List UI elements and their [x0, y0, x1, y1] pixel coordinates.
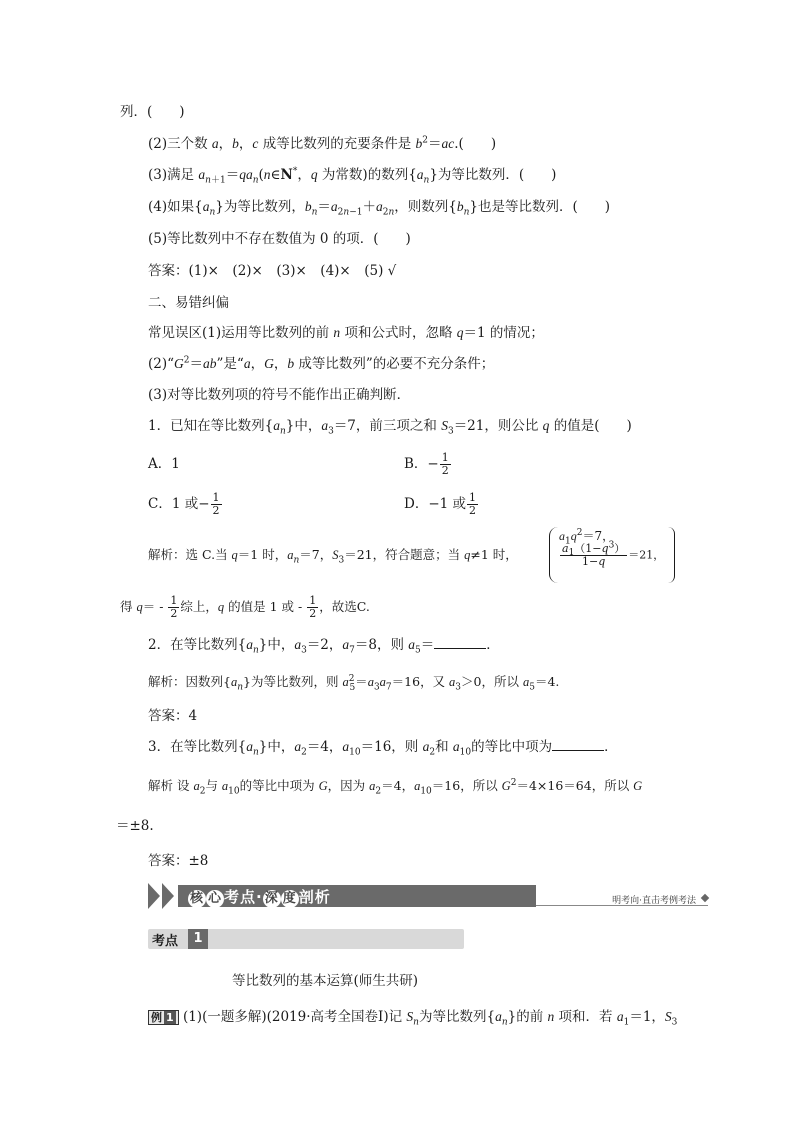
q1-text: 1．已知在等比数列{ [148, 418, 274, 434]
q1-text-b: }中， [285, 418, 322, 434]
banner-subtitle: 明考向·直击考例考法 [612, 896, 696, 906]
example-text-c: }的前 [507, 1009, 548, 1025]
section-title: 等比数列的基本运算(师生共研) [232, 973, 419, 989]
q3-text: 3．在等比数列{ [148, 739, 247, 755]
chevron-icon [148, 883, 160, 909]
sol3-text: 解析 设 [148, 778, 194, 793]
question-1: 1．已知在等比数列$\{a_n\}$中，$a_3=7$，前三项之和 $S_3=21$，则公比 q 的值是( ) [148, 418, 632, 437]
sol3-text-d: ，因为 [327, 778, 370, 793]
sol1-text-e: ≠1 时， [470, 547, 518, 562]
sol2-text-b: }为等比数列，则 [243, 674, 343, 689]
sol1-text-b: ＝1 时， [237, 547, 288, 562]
item-2-text-b: 成等比数列的充要条件是 [262, 136, 416, 152]
banner-char-2: 心 [207, 891, 222, 906]
banner-char-3: 考点· [224, 888, 263, 906]
equation-2: $\frac{a_1(1-q^3)}{1-q}$ ＝21， [562, 540, 665, 568]
section-banner [148, 883, 708, 909]
sol1-text: 解析：选 C.当 [148, 547, 232, 562]
option-c-text: C．1 或− [148, 496, 210, 512]
item-3: (3)满足 $a_{n+1}=qa_n(n\in N^*$，q 为常数)的数列$\{a_n\}$为等比数列．( ) [148, 166, 557, 186]
solution-3-cont: ＝±8. [116, 818, 154, 834]
sol3-text-b: 与 [205, 778, 222, 793]
example-text-e: ， [651, 1009, 665, 1025]
item-3-text-c: }为等比数列．( ) [429, 167, 557, 183]
mistake-1-text: 常见误区(1)运用等比数列的前 [148, 325, 334, 341]
option-d: D．−1 或 $\frac{1}{2}$ [404, 491, 477, 517]
mistake-1-text-b: 项和公式时，忽略 [340, 325, 457, 341]
sol2-text-d: ，所以 [481, 674, 523, 689]
example-label-text: 例 [151, 1011, 162, 1024]
section-heading-errors: 二、易错纠偏 [148, 295, 229, 311]
sol2-text: 解析：因数列{ [148, 674, 231, 689]
answer-2: 答案：4 [148, 708, 198, 724]
q1-text-e: 的值是( ) [549, 418, 632, 434]
sol2-text-c: ，又 [420, 674, 450, 689]
q2-text-d: ，则 [376, 637, 409, 653]
sol1-text-c: ， [319, 547, 333, 562]
q2-text: 2．在等比数列{ [148, 637, 247, 653]
chevron-icon [162, 883, 174, 909]
sol3-text-e: ， [401, 778, 415, 793]
example-text-b: 为等比数列{ [418, 1009, 496, 1025]
item-4-text-c: ，则数列{ [394, 199, 457, 215]
solution-2: 解析：因数列$\{a_n\}$为等比数列，则 $a^2_5=a_3a_7=16$，又 $a_3>0$，所以 $a_5=4$. [148, 673, 560, 693]
item-4-text-b: }为等比数列， [215, 199, 305, 215]
banner-char-4: 深 [264, 891, 279, 906]
item-3-text-b: 为常数)的数列{ [321, 167, 417, 183]
banner-char-6: 剖析 [298, 888, 331, 906]
sol3-text-c: 的等比中项为 [239, 778, 319, 793]
example-label [148, 1010, 179, 1025]
answer-blank-3[interactable] [552, 738, 604, 751]
equation-system [549, 527, 675, 585]
item-4: (4)如果$\{a_n\}$为等比数列，$b_n=a_{2n-1}+a_{2n}$，则数列$\{b_n\}$也是等比数列．( ) [148, 199, 611, 218]
item-4-text: (4)如果{ [148, 199, 203, 215]
item-5: (5)等比数列中不存在数值为 0 的项．( ) [148, 231, 411, 247]
solution-3: 解析 设 $a_2$与 $a_{10}$的等比中项为 G，因为 $a_2=4$，$a_{10}=16$，所以 $G^2=4\times 16=64$，所以 G [148, 777, 643, 797]
option-b-text: B．− [404, 456, 439, 472]
example-text-d: 项和．若 [554, 1009, 617, 1025]
solution-1-cont: 得 q＝ - $\frac{1}{2}$ 综上，q 的值是 1 或 - $\frac{1}{2}$ ，故选C. [120, 594, 370, 620]
q3-text-c: ， [328, 739, 343, 755]
right-brace [668, 527, 675, 583]
q3-text-d: ，则 [391, 739, 423, 755]
q1-text-c: ，前三项之和 [355, 418, 442, 434]
mistake-2-text-c: 成等比数列”的必要不充分条件； [294, 356, 495, 372]
mistake-1-text-c: ＝1 的情况； [463, 325, 544, 341]
sol1-text-h: 的值是 1 或 - [224, 599, 307, 614]
option-a: A．1 [148, 456, 180, 472]
sol3-text-g: ，所以 [591, 778, 634, 793]
q3-text-b: }中， [258, 739, 295, 755]
item-3-text: (3)满足 [148, 167, 199, 183]
kaodian-number: 1 [188, 929, 208, 949]
q2-text-b: }中， [258, 637, 295, 653]
q3-text-e: 和 [435, 739, 453, 755]
banner-title [188, 886, 331, 908]
sol1-text-d: ，符合题意；当 [372, 547, 465, 562]
option-b: B．− $\frac{1}{2}$ [404, 451, 449, 477]
question-2: 2．在等比数列$\{a_n\}$中，$a_3=2$，$a_7=8$，则 $a_5=$ ． [148, 637, 500, 656]
mistake-3: (3)对等比数列项的符号不能作出正确判断． [148, 387, 411, 403]
solution-1: 解析：选 C.当 q＝1 时，$a_n=7$，$S_3=21$，符合题意；当 q≠1 时， [148, 547, 518, 566]
option-d-text: D．−1 或 [404, 496, 467, 512]
q1-text-d: ，则公比 [484, 418, 543, 434]
item-2: (2)三个数 a，b，c 成等比数列的充要条件是 $b^2=ac$.( ) [148, 135, 497, 152]
example-number: 1 [166, 1011, 174, 1024]
sol3-text-f: ，所以 [460, 778, 502, 793]
item-2-text: (2)三个数 [148, 136, 212, 152]
answer-3: 答案：±8 [148, 853, 209, 869]
diamond-icon [701, 894, 709, 902]
left-brace [549, 527, 558, 583]
item-4-text-d: }也是等比数列．( ) [469, 199, 611, 215]
sol1-text-f: 得 [120, 599, 137, 614]
mistake-2-text: (2)“ [148, 356, 175, 372]
sol1-text-g: 综上， [180, 599, 218, 614]
example-text: (1)(一题多解)(2019·高考全国卷Ⅰ)记 [182, 1009, 407, 1025]
item-1-tail: 列．( ) [120, 104, 185, 120]
equation-1: $a_1q^2=7$， [559, 528, 615, 547]
banner-char-1: 核 [189, 891, 204, 906]
answer-blank[interactable] [434, 636, 486, 649]
q3-text-f: 的等比中项为 [471, 739, 553, 755]
q2-text-e: ＝ [420, 637, 435, 653]
item-2-text-c: ( ) [458, 136, 497, 152]
banner-char-5: 度 [282, 891, 297, 906]
q2-text-c: ， [328, 637, 343, 653]
option-c: C．1 或− $\frac{1}{2}$ [148, 491, 220, 517]
kaodian-label: 考点 [152, 934, 179, 949]
answer-judgement: 答案：(1)× (2)× (3)× (4)× (5) √ [148, 263, 397, 279]
example-1: 例 1 (1)(一题多解)(2019·高考全国卷Ⅰ)记 $S_n$为等比数列$\{a_n\}$的前 n 项和．若 $a_1=1$，$S_3$ [148, 1008, 677, 1026]
mistake-2: $(2)“G^2=ab$”是“a，G，b 成等比数列”的必要不充分条件； [148, 355, 495, 372]
sol1-text-i: ，故选C. [319, 599, 370, 614]
question-3: 3．在等比数列$\{a_n\}$中，$a_2=4$，$a_{10}=16$，则 $a_2$和 $a_{10}$的等比中项为 ． [148, 739, 618, 758]
mistake-2-text-b: ”是“ [216, 356, 244, 372]
kaodian-bar [148, 929, 464, 949]
mistake-1: 常见误区(1)运用等比数列的前 n 项和公式时，忽略 q＝1 的情况； [148, 325, 544, 341]
